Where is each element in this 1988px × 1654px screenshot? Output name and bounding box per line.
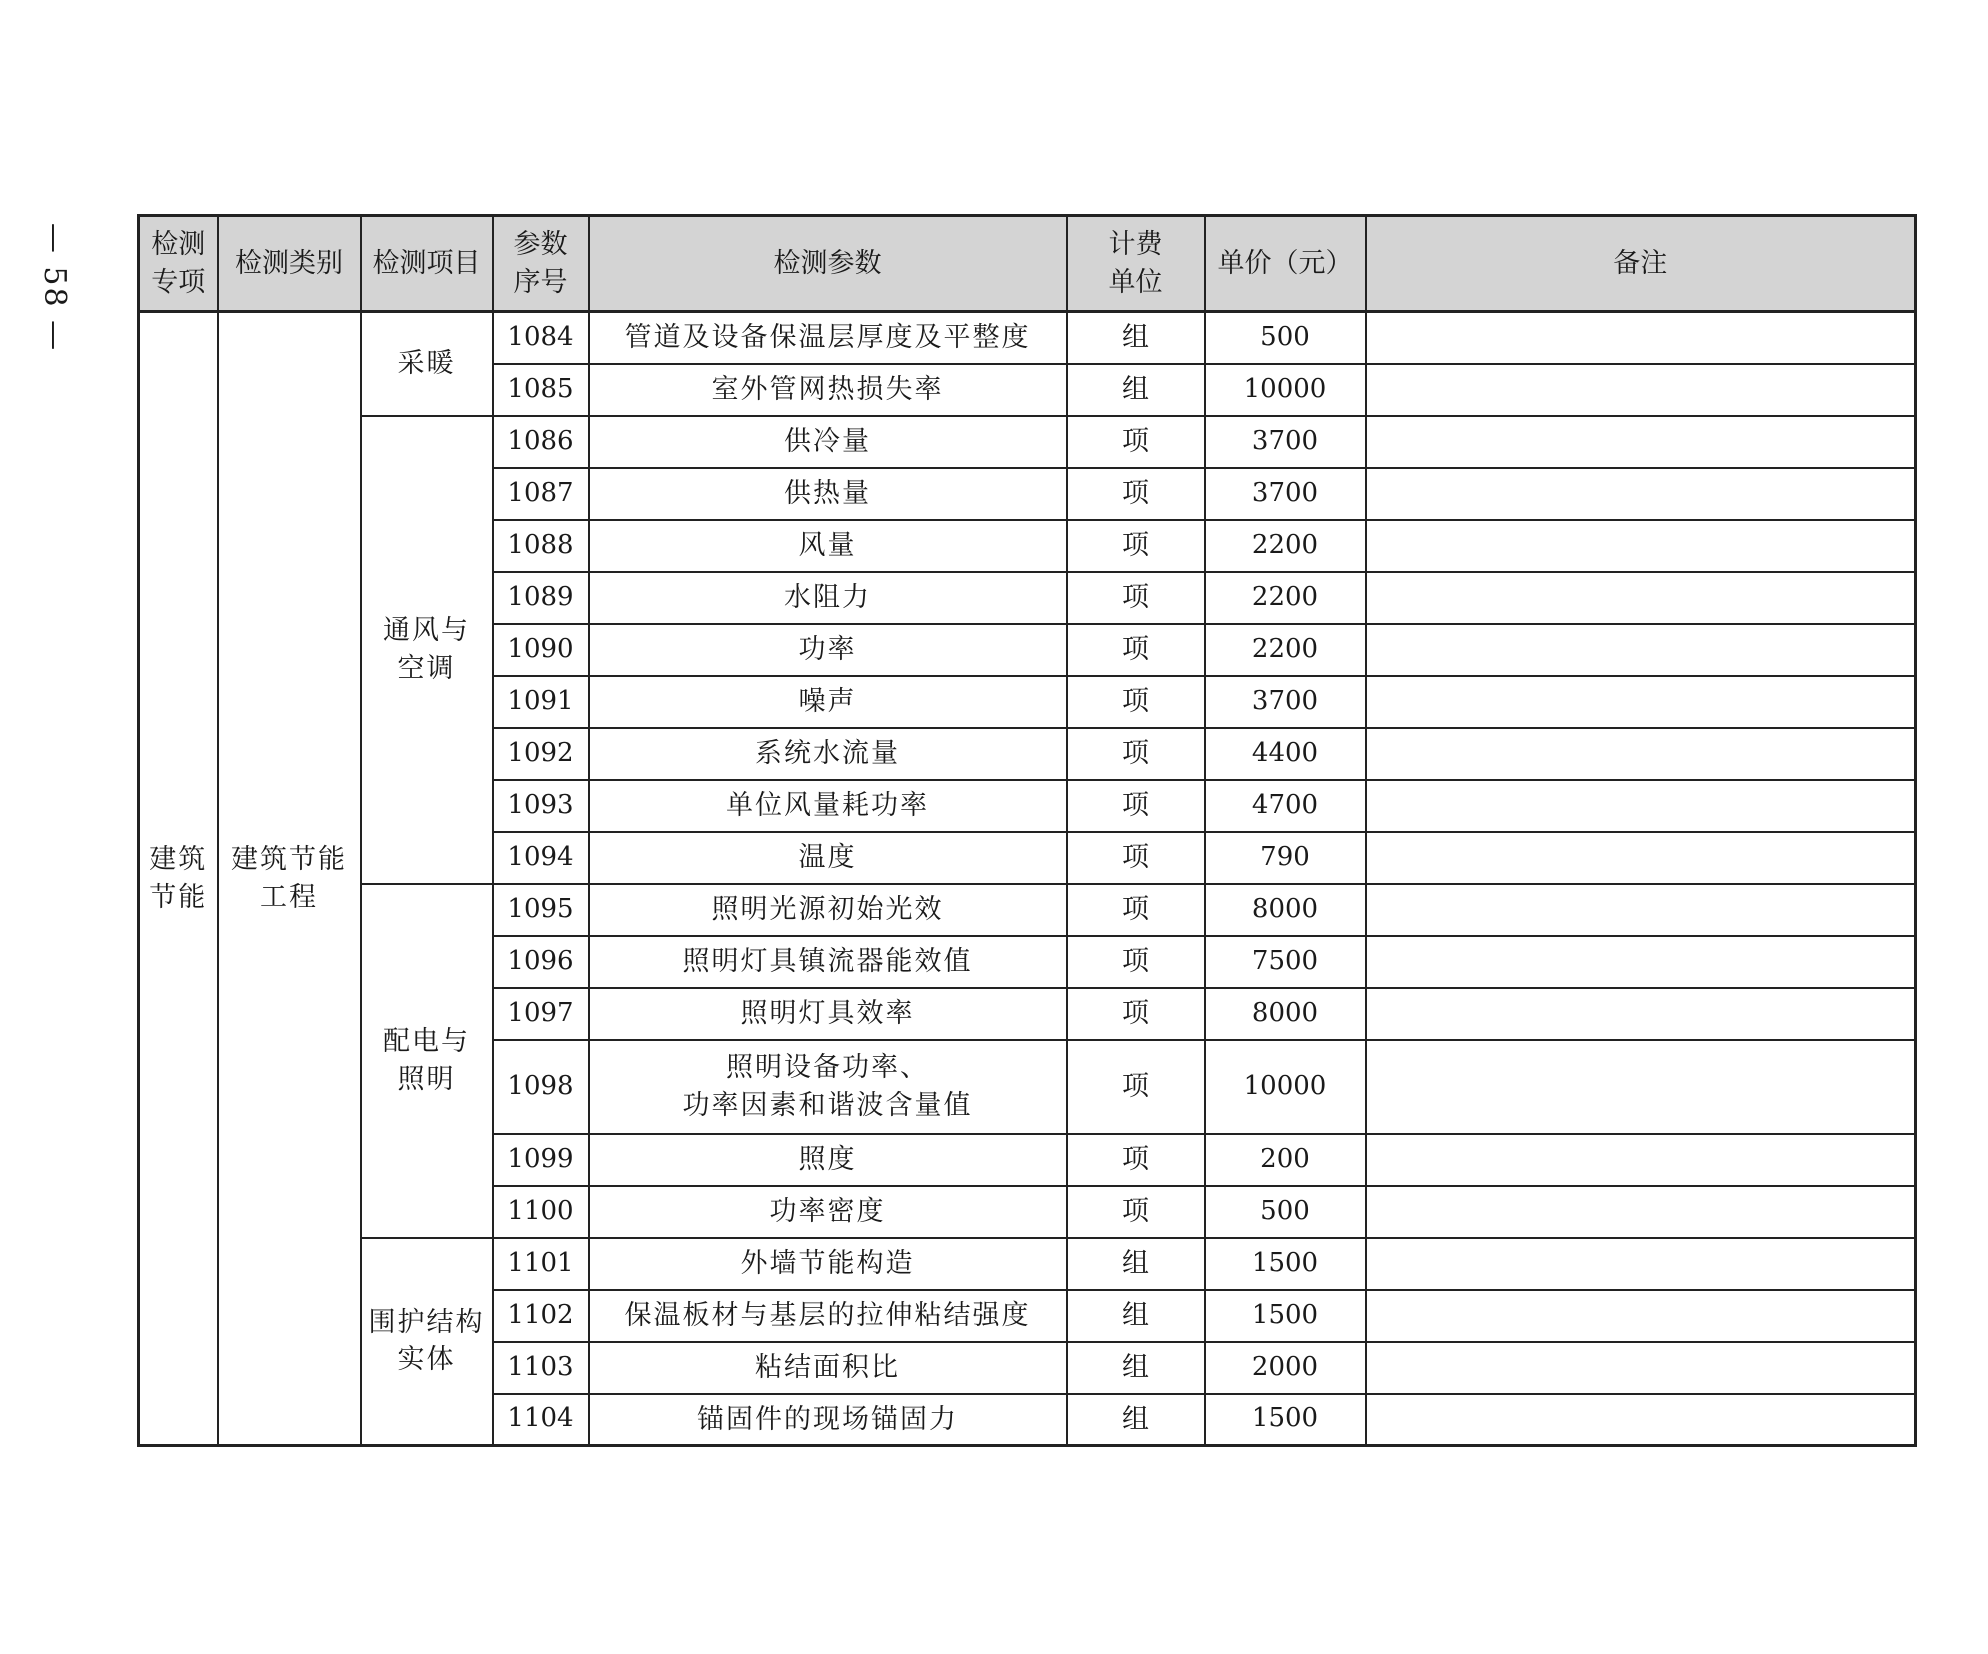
remark-cell [1366,676,1916,728]
remark-cell [1366,884,1916,936]
unit-cell: 项 [1067,624,1205,676]
header-special: 检测 专项 [139,216,218,312]
remark-cell [1366,988,1916,1040]
header-price: 单价（元） [1205,216,1366,312]
remark-cell [1366,1394,1916,1446]
remark-cell [1366,1238,1916,1290]
param-cell: 照明设备功率、 功率因素和谐波含量值 [589,1040,1067,1134]
unit-cell: 组 [1067,1238,1205,1290]
unit-cell: 组 [1067,1342,1205,1394]
price-cell: 1500 [1205,1290,1366,1342]
price-cell: 3700 [1205,676,1366,728]
seq-cell: 1103 [493,1342,589,1394]
header-item: 检测项目 [361,216,493,312]
page-number [30,222,80,352]
unit-cell: 项 [1067,676,1205,728]
seq-cell: 1090 [493,624,589,676]
remark-cell [1366,780,1916,832]
header-row [139,216,1916,312]
seq-cell: 1102 [493,1290,589,1342]
param-cell: 水阻力 [589,572,1067,624]
fee-table-body [139,312,1916,1446]
seq-cell: 1093 [493,780,589,832]
remark-cell [1366,624,1916,676]
special-cell: 建筑 节能 [139,312,218,1446]
param-cell: 温度 [589,832,1067,884]
item-cell: 配电与 照明 [361,884,493,1238]
remark-cell [1366,572,1916,624]
price-cell: 4700 [1205,780,1366,832]
price-cell: 8000 [1205,988,1366,1040]
remark-cell [1366,728,1916,780]
remark-cell [1366,416,1916,468]
remark-cell [1366,1290,1916,1342]
remark-cell [1366,936,1916,988]
param-cell: 风量 [589,520,1067,572]
price-cell: 3700 [1205,416,1366,468]
price-cell: 1500 [1205,1238,1366,1290]
price-cell: 3700 [1205,468,1366,520]
price-cell: 1500 [1205,1394,1366,1446]
unit-cell: 项 [1067,780,1205,832]
param-cell: 功率 [589,624,1067,676]
param-cell: 外墙节能构造 [589,1238,1067,1290]
remark-cell [1366,832,1916,884]
header-seq: 参数 序号 [493,216,589,312]
param-cell: 照明光源初始光效 [589,884,1067,936]
page-number-text: — 58 — [37,222,73,352]
price-cell: 500 [1205,312,1366,364]
price-cell: 790 [1205,832,1366,884]
table-row [139,416,1916,468]
param-cell: 管道及设备保温层厚度及平整度 [589,312,1067,364]
unit-cell: 项 [1067,936,1205,988]
seq-cell: 1091 [493,676,589,728]
unit-cell: 项 [1067,468,1205,520]
unit-cell: 组 [1067,1394,1205,1446]
param-cell: 锚固件的现场锚固力 [589,1394,1067,1446]
seq-cell: 1085 [493,364,589,416]
price-cell: 8000 [1205,884,1366,936]
param-cell: 供冷量 [589,416,1067,468]
price-cell: 2200 [1205,572,1366,624]
item-cell: 围护结构 实体 [361,1238,493,1446]
price-cell: 2200 [1205,624,1366,676]
unit-cell: 组 [1067,312,1205,364]
price-cell: 500 [1205,1186,1366,1238]
seq-cell: 1087 [493,468,589,520]
param-cell: 噪声 [589,676,1067,728]
unit-cell: 项 [1067,572,1205,624]
unit-cell: 项 [1067,884,1205,936]
table-row [139,312,1916,364]
param-cell: 照度 [589,1134,1067,1186]
param-cell: 系统水流量 [589,728,1067,780]
seq-cell: 1097 [493,988,589,1040]
price-cell: 200 [1205,1134,1366,1186]
seq-cell: 1099 [493,1134,589,1186]
header-param: 检测参数 [589,216,1067,312]
param-cell: 粘结面积比 [589,1342,1067,1394]
unit-cell: 组 [1067,364,1205,416]
unit-cell: 项 [1067,988,1205,1040]
unit-cell: 项 [1067,728,1205,780]
seq-cell: 1095 [493,884,589,936]
param-cell: 室外管网热损失率 [589,364,1067,416]
param-cell: 保温板材与基层的拉伸粘结强度 [589,1290,1067,1342]
remark-cell [1366,1040,1916,1134]
seq-cell: 1089 [493,572,589,624]
header-remark: 备注 [1366,216,1916,312]
price-cell: 2000 [1205,1342,1366,1394]
table-row [139,884,1916,936]
param-cell: 供热量 [589,468,1067,520]
seq-cell: 1092 [493,728,589,780]
fee-table [137,214,1917,1447]
unit-cell: 项 [1067,1186,1205,1238]
seq-cell: 1100 [493,1186,589,1238]
price-cell: 2200 [1205,520,1366,572]
seq-cell: 1094 [493,832,589,884]
category-cell: 建筑节能 工程 [218,312,361,1446]
table-row [139,1238,1916,1290]
remark-cell [1366,1186,1916,1238]
price-cell: 10000 [1205,1040,1366,1134]
unit-cell: 项 [1067,1134,1205,1186]
seq-cell: 1086 [493,416,589,468]
price-cell: 10000 [1205,364,1366,416]
header-category: 检测类别 [218,216,361,312]
remark-cell [1366,1342,1916,1394]
param-cell: 功率密度 [589,1186,1067,1238]
seq-cell: 1101 [493,1238,589,1290]
remark-cell [1366,1134,1916,1186]
remark-cell [1366,520,1916,572]
remark-cell [1366,468,1916,520]
unit-cell: 组 [1067,1290,1205,1342]
param-cell: 照明灯具效率 [589,988,1067,1040]
unit-cell: 项 [1067,520,1205,572]
param-cell: 单位风量耗功率 [589,780,1067,832]
seq-cell: 1098 [493,1040,589,1134]
unit-cell: 项 [1067,416,1205,468]
param-cell: 照明灯具镇流器能效值 [589,936,1067,988]
header-unit: 计费 单位 [1067,216,1205,312]
remark-cell [1366,312,1916,364]
seq-cell: 1084 [493,312,589,364]
seq-cell: 1104 [493,1394,589,1446]
item-cell: 采暖 [361,312,493,416]
unit-cell: 项 [1067,832,1205,884]
seq-cell: 1096 [493,936,589,988]
seq-cell: 1088 [493,520,589,572]
remark-cell [1366,364,1916,416]
price-cell: 7500 [1205,936,1366,988]
price-cell: 4400 [1205,728,1366,780]
unit-cell: 项 [1067,1040,1205,1134]
item-cell: 通风与 空调 [361,416,493,884]
